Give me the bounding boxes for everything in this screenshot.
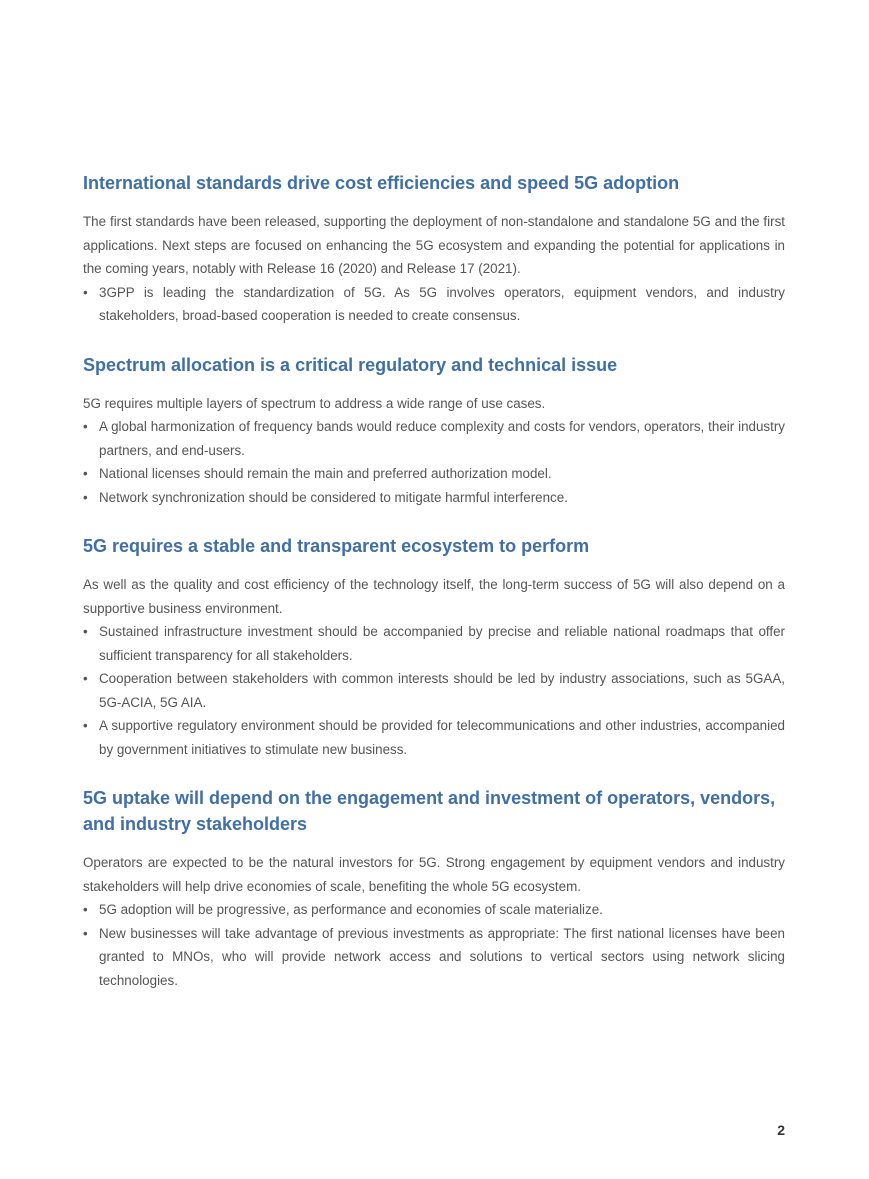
- bullet-text: National licenses should remain the main and preferred authorization model.: [99, 466, 552, 481]
- section-spectrum: [83, 352, 785, 510]
- bullet-text: A supportive regulatory environment should be provided for telecommunications and other industries, accompanied by government initiatives to stimulate new business.: [99, 718, 785, 757]
- bullet-list: [83, 415, 785, 509]
- bullet-item: [83, 486, 785, 510]
- bullet-icon: •: [83, 489, 88, 505]
- bullet-text: Network synchronization should be considered to mitigate harmful interference.: [99, 489, 568, 505]
- section-ecosystem: [83, 533, 785, 761]
- document-body: [83, 170, 785, 1016]
- bullet-icon: •: [83, 624, 88, 639]
- bullet-item: [83, 898, 785, 922]
- bullet-icon: •: [83, 925, 88, 941]
- section-intro: 5G requires multiple layers of spectrum to address a wide range of use cases.: [83, 395, 546, 411]
- bullet-item: [83, 714, 785, 761]
- bullet-text: New businesses will take advantage of previous investments as appropriate: The first national licenses have been granted to MNOs, who will provide network access and solutions to vertical sectors using network slicing technologies.: [99, 925, 785, 988]
- section-standards: [83, 170, 785, 328]
- bullet-item: [83, 620, 785, 667]
- bullet-list: [83, 898, 785, 992]
- bullet-icon: •: [83, 718, 88, 733]
- bullet-text: Cooperation between stakeholders with common interests should be led by industry associations, such as 5GAA, 5G-ACIA, 5G AIA.: [99, 671, 785, 710]
- section-intro: As well as the quality and cost efficiency of the technology itself, the long-term success of 5G will also depend on a supportive business environment.: [83, 577, 785, 616]
- bullet-item: [83, 415, 785, 462]
- bullet-text: 5G adoption will be progressive, as performance and economies of scale materialize.: [99, 902, 603, 917]
- bullet-item: [83, 462, 785, 486]
- bullet-icon: •: [83, 466, 88, 481]
- bullet-icon: •: [83, 671, 88, 686]
- section-heading: International standards drive cost efficiencies and speed 5G adoption: [83, 173, 680, 193]
- bullet-item: [83, 667, 785, 714]
- bullet-item: [83, 281, 785, 328]
- section-uptake: [83, 785, 785, 992]
- bullet-list: [83, 620, 785, 761]
- bullet-list: [83, 281, 785, 328]
- section-intro: The first standards have been released, supporting the deployment of non-standalone and standalone 5G and the first applications. Next steps are focused on enhancing the 5G ecosystem and expanding the potential for applications in the coming years, notably with Release 16 (2020) and Release 17 (2021).: [83, 214, 785, 276]
- section-intro: Operators are expected to be the natural investors for 5G. Strong engagement by equipment vendors and industry stakeholders will help drive economies of scale, benefiting the whole 5G ecosystem.: [83, 855, 785, 894]
- bullet-text: 3GPP is leading the standardization of 5G. As 5G involves operators, equipment vendors, and industry stakeholders, broad-based cooperation is needed to create consensus.: [99, 284, 785, 323]
- bullet-text: A global harmonization of frequency bands would reduce complexity and costs for vendors, operators, their industry partners, and end-users.: [99, 419, 785, 458]
- section-heading: 5G uptake will depend on the engagement and investment of operators, vendors, and industry stakeholders: [83, 788, 776, 834]
- bullet-icon: •: [83, 902, 88, 917]
- section-heading: Spectrum allocation is a critical regulatory and technical issue: [83, 354, 618, 375]
- bullet-icon: •: [83, 419, 88, 434]
- section-heading: 5G requires a stable and transparent ecosystem to perform: [83, 536, 590, 556]
- bullet-text: Sustained infrastructure investment should be accompanied by precise and reliable national roadmaps that offer sufficient transparency for all stakeholders.: [99, 624, 785, 663]
- bullet-item: [83, 922, 785, 993]
- page-number: 2: [777, 1122, 785, 1138]
- bullet-icon: •: [83, 284, 88, 300]
